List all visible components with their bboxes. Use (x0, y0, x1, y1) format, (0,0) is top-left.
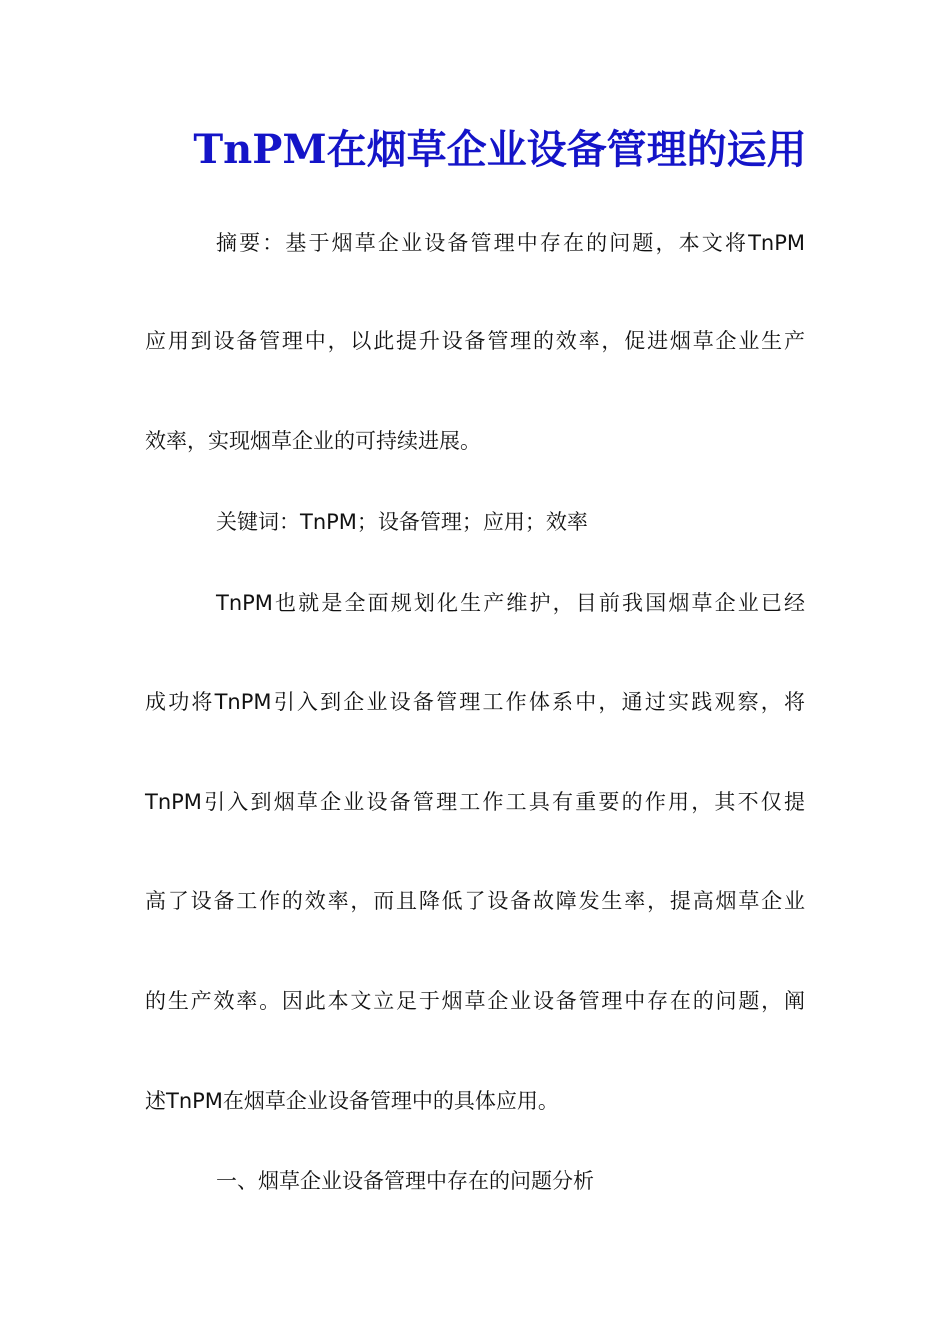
intro-line-3: TnPM引入到烟草企业设备管理工作工具有重要的作用，其不仅提 (145, 790, 805, 814)
intro-line-2: 成功将TnPM引入到企业设备管理工作体系中，通过实践观察，将 (145, 690, 805, 714)
document-title: TnPM在烟草企业设备管理的运用 (193, 126, 807, 173)
abstract-line-1: 摘要：基于烟草企业设备管理中存在的问题，本文将TnPM (216, 231, 805, 255)
abstract-line-3: 效率，实现烟草企业的可持续进展。 (145, 429, 481, 453)
intro-line-1: TnPM也就是全面规划化生产维护，目前我国烟草企业已经 (216, 591, 805, 615)
intro-line-4: 高了设备工作的效率，而且降低了设备故障发生率，提高烟草企业 (145, 889, 805, 913)
intro-line-5: 的生产效率。因此本文立足于烟草企业设备管理中存在的问题，阐 (145, 989, 805, 1013)
section-heading: 一、烟草企业设备管理中存在的问题分析 (216, 1169, 594, 1193)
intro-line-6: 述TnPM在烟草企业设备管理中的具体应用。 (145, 1089, 559, 1113)
abstract-line-2: 应用到设备管理中，以此提升设备管理的效率，促进烟草企业生产 (145, 329, 805, 353)
keywords-line: 关键词：TnPM；设备管理；应用；效率 (216, 510, 588, 534)
